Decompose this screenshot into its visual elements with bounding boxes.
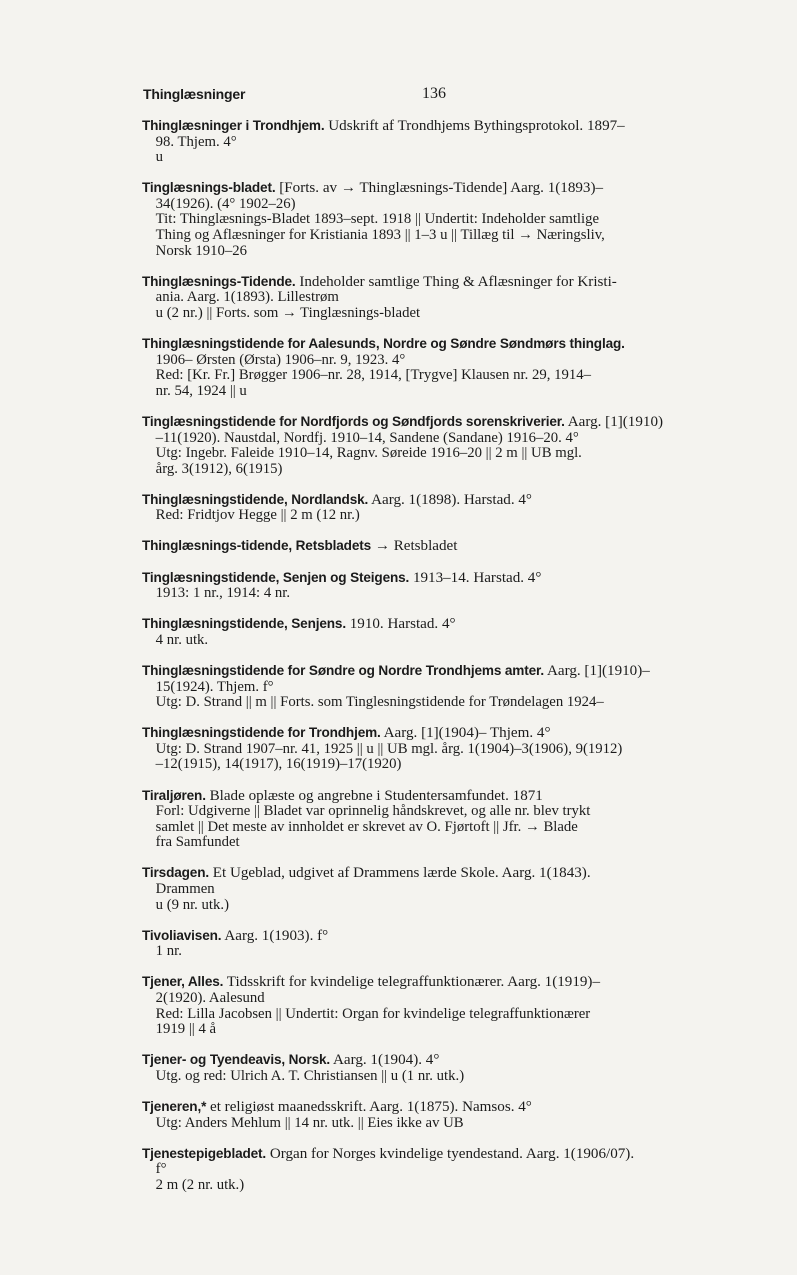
entry-headword: Thinglæsninger i Trondhjem. — [142, 118, 325, 133]
entry-headword: Tinglæsnings-bladet. — [142, 180, 276, 196]
entry-headword: Tjener- og Tyendeavis, Norsk. — [142, 1052, 331, 1068]
page-number: 136 — [422, 85, 446, 102]
catalog-entry — [142, 1052, 742, 1084]
catalog-entry — [142, 616, 742, 648]
entry-first-line — [142, 1146, 742, 1163]
entry-detail-line: 4 nr. utk. — [155, 631, 209, 648]
entry-first-line — [142, 570, 742, 587]
entry-headword: Tiraljøren. — [142, 787, 206, 803]
entry-first-line — [142, 788, 742, 805]
entry-first-text: Blade oplæste og angrebne i Studentersamfundet. 1871 — [205, 787, 543, 804]
entry-headword: Tjeneren,* — [142, 1098, 207, 1114]
catalog-entry — [142, 336, 742, 399]
entry-headword: Thinglæsningstidende for Trondhjem. — [142, 725, 381, 741]
entry-first-line — [142, 616, 742, 633]
entry-first-text: Aarg. [1](1910)– — [544, 662, 650, 679]
catalog-entry — [142, 570, 742, 602]
entry-detail-line: årg. 3(1912), 6(1915) — [155, 460, 283, 477]
entry-detail-line: 2 m (2 nr. utk.) — [155, 1176, 245, 1193]
catalog-entry — [142, 974, 742, 1037]
entry-list — [142, 118, 742, 1208]
entry-detail-line: Drammen — [155, 880, 215, 897]
entry-detail-line: fra Samfundet — [155, 834, 240, 851]
entry-headword: Thinglæsnings-Tidende. — [142, 273, 296, 289]
entry-detail-line: Utg. og red: Ulrich A. T. Christiansen || u (1 nr. utk.) — [155, 1067, 465, 1084]
entry-headword: Thinglæsningstidende, Senjens. — [142, 616, 346, 632]
entry-detail-line: Red: Lilla Jacobsen || Undertit: Organ for kvindelige telegraffunktionærer — [155, 1005, 591, 1022]
entry-first-line — [142, 336, 742, 353]
catalog-entry — [142, 725, 742, 773]
catalog-entry — [142, 663, 742, 711]
entry-first-text: Aarg. 1(1903). f° — [221, 927, 329, 944]
entry-first-text: Aarg. [1](1904)– Thjem. 4° — [380, 725, 551, 742]
entry-first-line — [142, 538, 742, 555]
entry-first-line — [142, 865, 742, 882]
entry-first-line — [142, 725, 742, 742]
entry-first-line — [142, 274, 742, 291]
entry-detail-line: 1906– Ørsten (Ørsta) 1906–nr. 9, 1923. 4° — [155, 351, 406, 368]
entry-first-text: Tidsskrift for kvindelige telegraffunktionærer. Aarg. 1(1919)– — [223, 974, 601, 991]
entry-detail-line: Utg: Anders Mehlum || 14 nr. utk. || Eies ikke av UB — [155, 1114, 464, 1131]
entry-headword: Tjener, Alles. — [142, 974, 224, 990]
catalog-entry — [142, 788, 742, 851]
entry-detail-line: samlet || Det meste av innholdet er skrevet av O. Fjørtoft || Jfr. → Blade — [155, 818, 578, 835]
catalog-entry — [142, 118, 742, 166]
catalog-entry — [142, 180, 742, 259]
entry-headword: Tivoliavisen. — [142, 927, 222, 943]
entry-first-line — [142, 180, 742, 197]
entry-first-text: Indeholder samtlige Thing & Aflæsninger for Kristi- — [295, 273, 617, 290]
entry-headword: Tirsdagen. — [142, 865, 209, 881]
catalog-entry — [142, 538, 742, 555]
entry-first-line — [142, 492, 742, 509]
entry-first-text: Aarg. 1(1904). 4° — [330, 1052, 440, 1069]
entry-first-line — [142, 928, 742, 945]
catalog-entry — [142, 414, 742, 477]
entry-first-line — [142, 1099, 742, 1116]
entry-headword: Tinglæsningstidende, Senjen og Steigens. — [142, 569, 410, 585]
entry-detail-line: 2(1920). Aalesund — [155, 989, 265, 1006]
entry-detail-line: –12(1915), 14(1917), 16(1919)–17(1920) — [155, 756, 402, 773]
entry-detail-line: Utg: Ingebr. Faleide 1910–14, Ragnv. Søreide 1916–20 || 2 m || UB mgl. — [155, 445, 582, 462]
entry-first-text: Udskrift af Trondhjems Bythingsprotokol. 1897– — [324, 118, 625, 134]
catalog-entry — [142, 1099, 742, 1131]
entry-first-text: Aarg. 1(1898). Harstad. 4° — [368, 491, 532, 508]
entry-first-text: 1910. Harstad. 4° — [345, 616, 456, 633]
entry-detail-line: 1913: 1 nr., 1914: 4 nr. — [155, 585, 291, 602]
entry-detail-line: u (2 nr.) || Forts. som → Tinglæsnings-bladet — [155, 304, 421, 321]
entry-detail-line: Red: Fridtjov Hegge || 2 m (12 nr.) — [155, 507, 360, 524]
entry-detail-line: nr. 54, 1924 || u — [155, 382, 247, 399]
entry-first-text: [Forts. av → Thinglæsnings-Tidende] Aarg. 1(1893)– — [275, 180, 604, 197]
entry-detail-line: Red: [Kr. Fr.] Brøgger 1906–nr. 28, 1914, [Trygve] Klausen nr. 29, 1914– — [155, 367, 591, 384]
entry-first-text: Organ for Norges kvindelige tyendestand. Aarg. 1(1906/07). — [266, 1145, 635, 1162]
entry-detail-line: Forl: Udgiverne || Bladet var oprinnelig håndskrevet, og alle nr. blev trykt — [155, 803, 591, 820]
entry-first-text: Et Ugeblad, udgivet af Drammens lærde Skole. Aarg. 1(1843). — [209, 865, 591, 882]
catalog-entry — [142, 492, 742, 524]
entry-first-line — [142, 118, 742, 135]
entry-detail-line: Tit: Thinglæsnings-Bladet 1893–sept. 1918 || Undertit: Indeholder samtlige — [155, 211, 600, 228]
entry-detail-line: Norsk 1910–26 — [155, 242, 248, 259]
catalog-entry — [142, 274, 742, 322]
entry-first-line — [142, 414, 742, 431]
entry-first-text: et religiøst maanedsskrift. Aarg. 1(1875). Namsos. 4° — [206, 1098, 532, 1115]
entry-first-line — [142, 663, 742, 680]
entry-headword: Thinglæsnings-tidende, Retsbladets — [142, 538, 372, 554]
entry-first-text: → Retsbladet — [371, 538, 458, 555]
entry-detail-line: Utg: D. Strand 1907–nr. 41, 1925 || u || UB mgl. årg. 1(1904)–3(1906), 9(1912) — [155, 740, 623, 757]
entry-headword: Tjenestepigebladet. — [142, 1145, 267, 1161]
entry-detail-line: 1919 || 4 å — [155, 1021, 217, 1038]
entry-detail-line: ania. Aarg. 1(1893). Lillestrøm — [155, 289, 339, 306]
running-title: Thinglæsninger — [143, 86, 246, 102]
entry-detail-line: u (9 nr. utk.) — [155, 896, 229, 913]
entry-detail-line: 1 nr. — [155, 943, 182, 960]
entry-headword: Thinglæsningstidende for Søndre og Nordre Trondhjems amter. — [142, 662, 545, 678]
entry-headword: Thinglæsningstidende, Nordlandsk. — [142, 491, 369, 507]
catalog-entry — [142, 865, 742, 913]
page-header — [143, 86, 743, 110]
entry-headword: Tinglæsningstidende for Nordfjords og Søndfjords sorenskriverier. — [142, 413, 565, 429]
entry-first-text: 1913–14. Harstad. 4° — [409, 569, 542, 586]
entry-first-line — [142, 1052, 742, 1069]
entry-detail-line: f° — [155, 1161, 167, 1178]
entry-detail-line: 15(1924). Thjem. f° — [155, 678, 274, 695]
entry-detail-line: u — [155, 149, 164, 166]
entry-detail-line: Utg: D. Strand || m || Forts. som Tinglesningstidende for Trøndelagen 1924– — [155, 694, 604, 711]
entry-first-line — [142, 974, 742, 991]
entry-first-text: Aarg. [1](1910) — [564, 413, 664, 430]
entry-detail-line: Thing og Aflæsninger for Kristiania 1893 || 1–3 u || Tillæg til → Næringsliv, — [155, 227, 605, 244]
catalog-entry — [142, 928, 742, 960]
entry-headword: Thinglæsningstidende for Aalesunds, Nordre og Søndre Søndmørs thinglag. — [142, 336, 625, 352]
entry-detail-line: 98. Thjem. 4° — [155, 133, 237, 150]
entry-detail-line: 34(1926). (4° 1902–26) — [155, 195, 296, 212]
catalog-entry — [142, 1146, 742, 1194]
entry-detail-line: –11(1920). Naustdal, Nordfj. 1910–14, Sandene (Sandane) 1916–20. 4° — [155, 429, 579, 446]
